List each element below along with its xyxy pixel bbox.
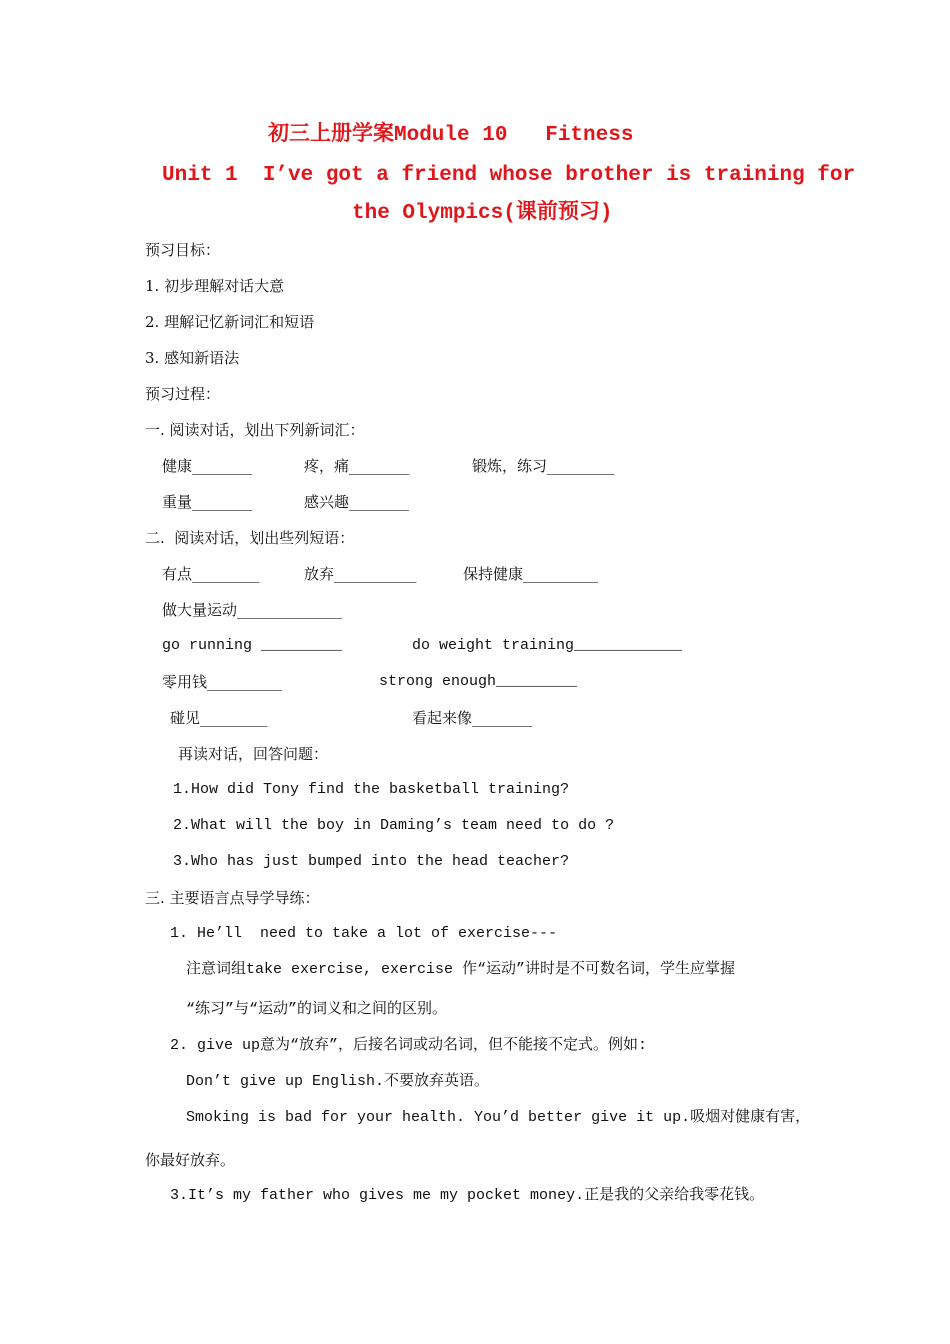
goal-item: 2. 理解记忆新词汇和短语 [145, 313, 315, 331]
vocab-blank: 健康________ [162, 457, 253, 475]
vocab-blank: 感兴趣________ [304, 493, 410, 511]
section3-heading: 三. 主要语言点导学导练： [145, 889, 320, 907]
point-1-note: “练习”与“运动”的词义和之间的区别。 [186, 1001, 448, 1018]
question-item: 1.How did Tony find the basketball training? [173, 781, 570, 798]
process-heading: 预习过程： [145, 385, 221, 403]
point-2-example: Don’t give up English.不要放弃英语。 [186, 1073, 490, 1090]
point-3-title: 3.It’s my father who gives me my pocket money.正是我的父亲给我零花钱。 [170, 1187, 765, 1204]
vocab-blank: 锻炼，练习_________ [472, 457, 615, 475]
section2-heading: 二. 阅读对话，划出些列短语： [145, 529, 355, 547]
phrase-blank: strong enough_________ [379, 673, 578, 690]
phrase-blank: 看起来像________ [412, 709, 533, 727]
goal-item: 3. 感知新语法 [145, 349, 240, 367]
point-2-title: 2. give up意为“放弃”，后接名词或动名词，但不能接不定式。例如: [170, 1037, 648, 1054]
reread-instruction: 再读对话，回答问题： [178, 745, 329, 763]
question-item: 3.Who has just bumped into the head teacher? [173, 853, 570, 870]
phrase-blank: 有点_________ [162, 565, 260, 583]
phrase-blank: 放弃___________ [304, 565, 417, 583]
phrase-blank: do weight training____________ [412, 637, 683, 654]
section1-heading: 一. 阅读对话，划出下列新词汇： [145, 421, 365, 439]
goal-item: 1. 初步理解对话大意 [145, 277, 285, 295]
phrase-blank: 保持健康__________ [463, 565, 599, 583]
phrase-blank: go running _________ [162, 637, 343, 654]
vocab-blank: 重量________ [162, 493, 253, 511]
point-1-note: 注意词组take exercise, exercise 作“运动”讲时是不可数名词，学生应掌握 [186, 961, 736, 978]
title-line-1: 初三上册学案Module 10 Fitness [268, 124, 634, 147]
phrase-blank: 零用钱__________ [162, 673, 283, 691]
phrase-blank: 做大量运动______________ [162, 601, 343, 619]
phrase-blank: 碰见_________ [170, 709, 268, 727]
title-line-2: Unit 1 I’ve got a friend whose brother is training for [162, 164, 856, 187]
vocab-blank: 疼，痛________ [304, 457, 410, 475]
question-item: 2.What will the boy in Daming’s team need to do ? [173, 817, 615, 834]
title-line-3: the Olympics(课前预习) [352, 202, 613, 225]
point-2-example: Smoking is bad for your health. You’d better give it up.吸烟对健康有害， [186, 1109, 811, 1126]
goals-heading: 预习目标： [145, 241, 221, 259]
point-2-example: 你最好放弃。 [145, 1151, 236, 1169]
point-1-title: 1. He’ll need to take a lot of exercise--- [170, 925, 558, 942]
